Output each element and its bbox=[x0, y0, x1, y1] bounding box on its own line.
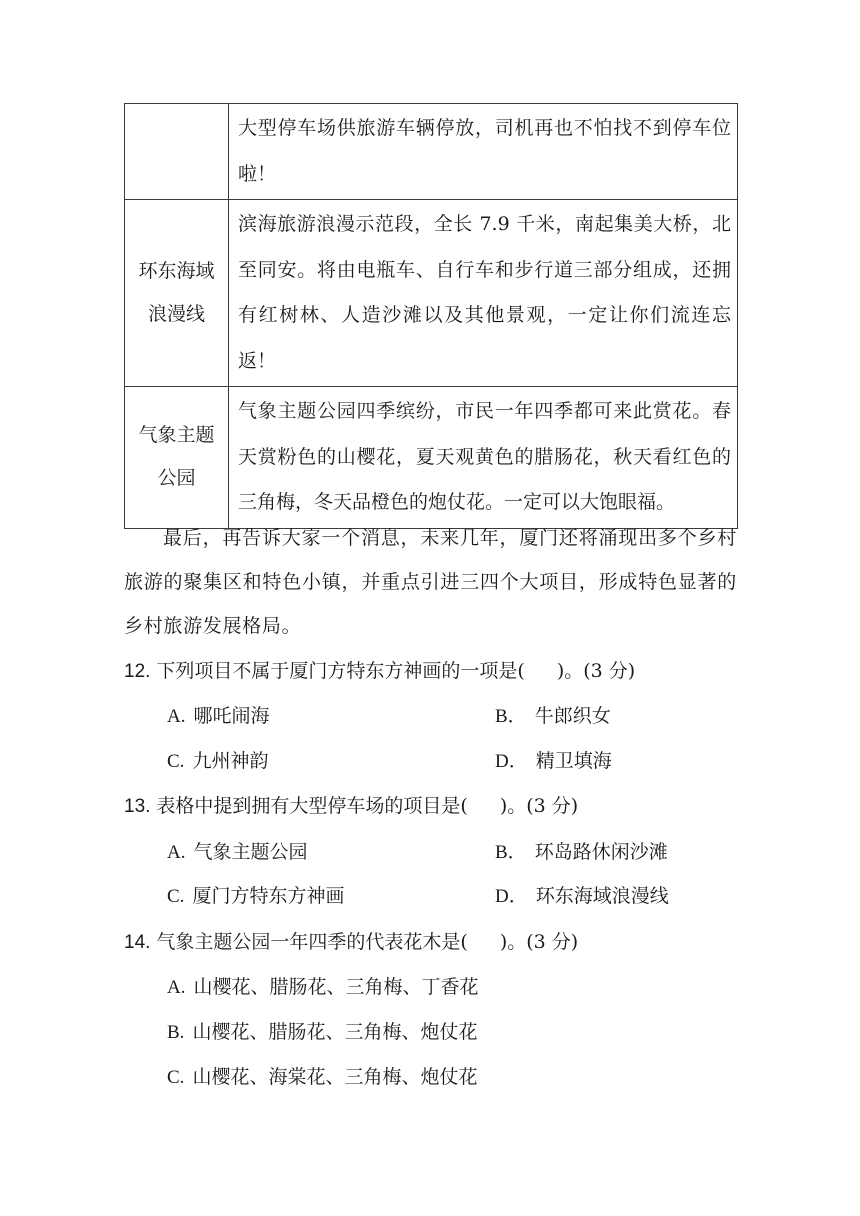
option-text: 牛郎织女 bbox=[534, 705, 611, 727]
stem-after: )。(3 分) bbox=[499, 795, 579, 817]
option-c[interactable] bbox=[167, 1063, 477, 1092]
option-letter: C. bbox=[167, 886, 185, 907]
name-line: 环东海域 bbox=[138, 260, 215, 282]
option-letter: A. bbox=[167, 977, 186, 998]
option-text: 九州神韵 bbox=[192, 750, 269, 772]
option-text: 厦门方特东方神画 bbox=[192, 885, 345, 907]
question-number: 14. bbox=[124, 932, 151, 953]
name-line: 气象主题 bbox=[138, 424, 215, 447]
question-number: 12. bbox=[124, 661, 151, 682]
option-text: 山樱花、腊肠花、三角梅、炮仗花 bbox=[192, 1021, 478, 1043]
stem-before: 气象主题公园一年四季的代表花木是( bbox=[156, 931, 468, 953]
question-stem bbox=[156, 795, 578, 817]
option-text: 哪吒闹海 bbox=[193, 705, 270, 727]
option-d[interactable] bbox=[495, 747, 612, 776]
option-letter: B． bbox=[495, 842, 527, 863]
option-b[interactable] bbox=[167, 1018, 477, 1047]
option-letter: D． bbox=[495, 886, 528, 907]
option-a[interactable] bbox=[167, 838, 308, 867]
option-letter: B． bbox=[495, 706, 527, 727]
question-12 bbox=[124, 657, 635, 686]
table-cell-description: 大型停车场供旅游车辆停放，司机再也不怕找不到停车位啦！ bbox=[229, 104, 738, 200]
option-a[interactable] bbox=[167, 702, 270, 731]
stem-before: 表格中提到拥有大型停车场的项目是( bbox=[156, 795, 468, 817]
option-text: 山樱花、腊肠花、三角梅、丁香花 bbox=[193, 976, 479, 998]
question-number: 13. bbox=[124, 796, 151, 817]
table-cell-description: 滨海旅游浪漫示范段，全长 7.9 千米，南起集美大桥，北至同安。将由电瓶车、自行车和步行道三部分组成，还拥有红树林、人造沙滩以及其他景观，一定让你们流连忘返！ bbox=[229, 200, 738, 387]
stem-before: 下列项目不属于厦门方特东方神画的一项是( bbox=[156, 660, 525, 682]
option-b[interactable] bbox=[495, 838, 668, 867]
option-text: 环岛路休闲沙滩 bbox=[534, 841, 668, 863]
option-a[interactable] bbox=[167, 973, 479, 1002]
option-c[interactable] bbox=[167, 882, 344, 911]
table-cell-description: 气象主题公园四季缤纷，市民一年四季都可来此赏花。春天赏粉色的山樱花，夏天观黄色的腊肠花，秋天看红色的三角梅，冬天品橙色的炮仗花。一定可以大饱眼福。 bbox=[229, 387, 738, 529]
table-cell-name bbox=[125, 200, 229, 387]
question-14 bbox=[124, 928, 578, 957]
table-cell-name bbox=[125, 104, 229, 200]
table-row bbox=[125, 387, 738, 529]
option-letter: A. bbox=[167, 706, 186, 727]
option-text: 山樱花、海棠花、三角梅、炮仗花 bbox=[192, 1066, 478, 1088]
question-stem bbox=[156, 931, 578, 953]
option-letter: A. bbox=[167, 842, 186, 863]
option-text: 环东海域浪漫线 bbox=[535, 885, 669, 907]
table-row bbox=[125, 104, 738, 200]
table-cell-name bbox=[125, 387, 229, 529]
stem-after: )。(3 分) bbox=[556, 660, 636, 682]
option-b[interactable] bbox=[495, 702, 611, 731]
attractions-table bbox=[124, 103, 738, 529]
option-letter: C. bbox=[167, 1067, 185, 1088]
name-line: 公园 bbox=[157, 467, 196, 490]
option-letter: B. bbox=[167, 1022, 185, 1043]
option-letter: D． bbox=[495, 751, 528, 772]
option-c[interactable] bbox=[167, 747, 268, 776]
name-line: 浪漫线 bbox=[147, 303, 205, 325]
question-13 bbox=[124, 792, 578, 821]
stem-after: )。(3 分) bbox=[499, 931, 579, 953]
question-stem bbox=[156, 660, 635, 682]
option-d[interactable] bbox=[495, 882, 669, 911]
option-letter: C. bbox=[167, 751, 185, 772]
option-text: 精卫填海 bbox=[535, 750, 612, 772]
table-row bbox=[125, 200, 738, 387]
closing-paragraph: 最后，再告诉大家一个消息，未来几年，厦门还将涌现出多个乡村旅游的聚集区和特色小镇，并重点引进三四个大项目，形成特色显著的乡村旅游发展格局。 bbox=[124, 527, 737, 637]
option-text: 气象主题公园 bbox=[193, 841, 308, 863]
